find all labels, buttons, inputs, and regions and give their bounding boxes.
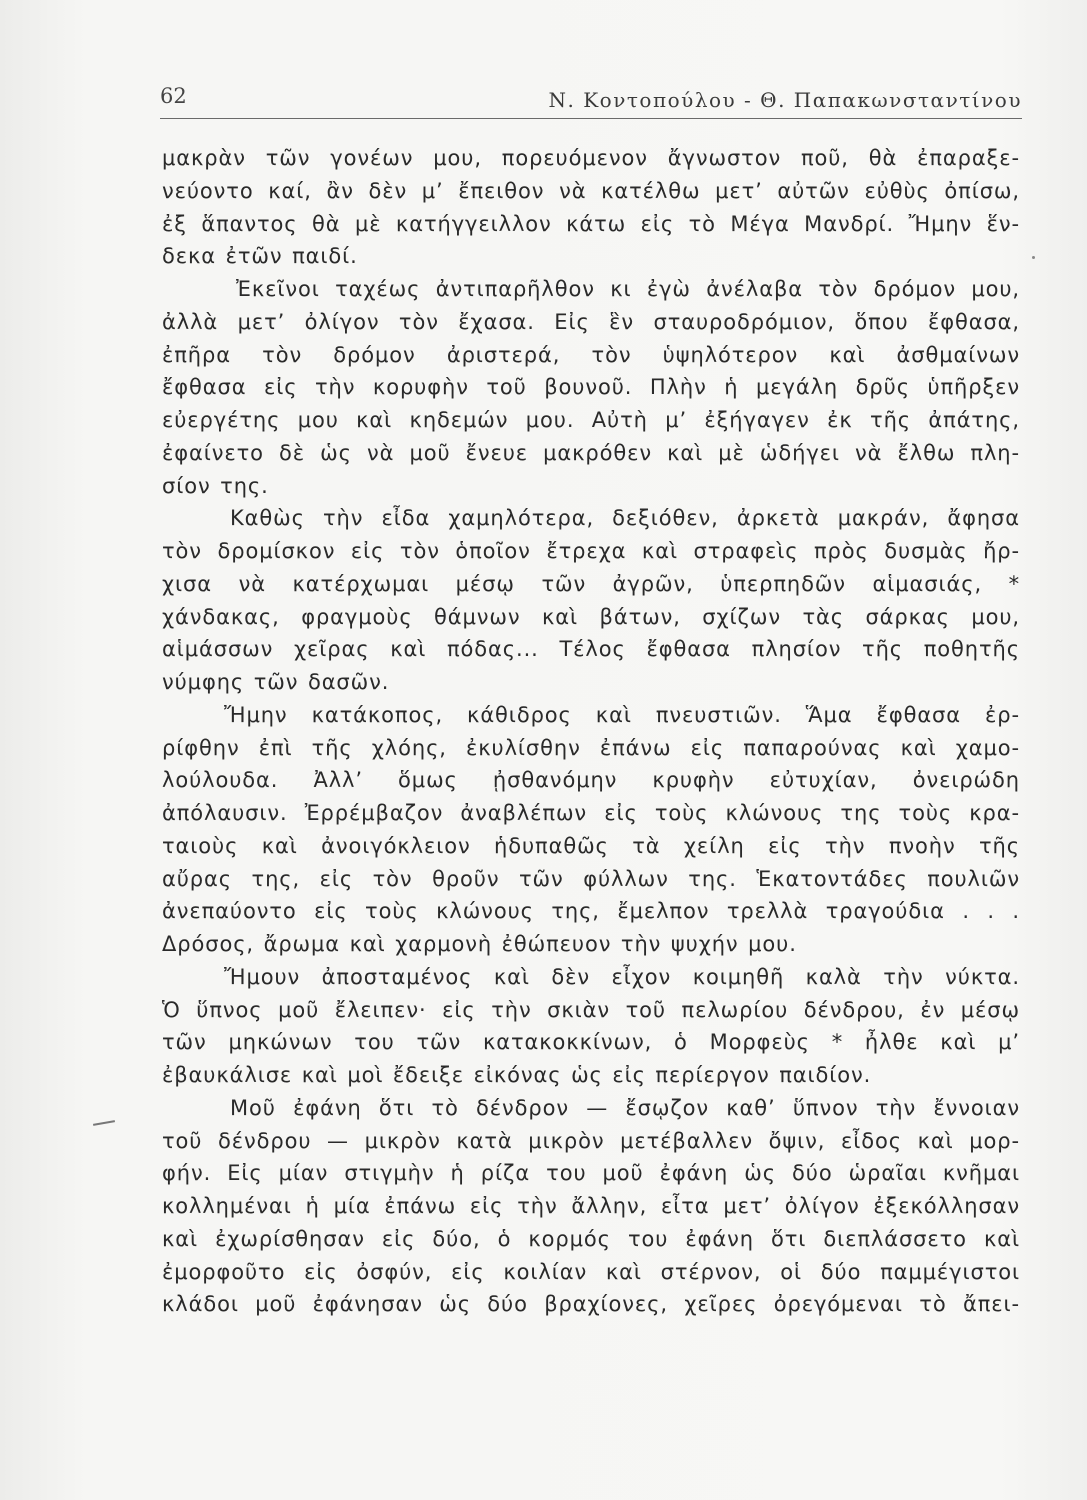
text-line: ρίφθην ἐπὶ τῆς χλόης, ἐκυλίσθην ἐπάνω εἰς παπαρούνας καὶ χαμο- <box>162 735 1020 760</box>
text-line: ἀλλὰ μετ’ ὀλίγον τὸν ἔχασα. Εἰς ἓν σταυροδρόμιον, ὅπου ἔφθασα, <box>162 309 1020 334</box>
text-line: Ἤμουν ἀποσταμένος καὶ δὲν εἶχον κοιμηθῆ καλὰ τὴν νύκτα. <box>224 964 1020 989</box>
text-line: ἀνεπαύοντο εἰς τοὺς κλώνους της, ἔμελπον τρελλὰ τραγούδια . . . <box>162 899 1020 924</box>
text-line: τοῦ δένδρου — μικρὸν κατὰ μικρὸν μετέβαλλεν ὄψιν, εἶδος καὶ μορ- <box>162 1128 1020 1153</box>
text-line: κλάδοι μοῦ ἐφάνησαν ὡς δύο βραχίονες, χεῖρες ὀρεγόμεναι τὸ ἄπει- <box>162 1292 1020 1317</box>
text-line: νεύοντο καί, ἂν δὲν μ’ ἔπειθον νὰ κατέλθω μετ’ αὐτῶν εὐθὺς ὀπίσω, <box>162 178 1020 203</box>
margin-dot <box>1032 256 1035 259</box>
text-line: κολλημέναι ἡ μία ἐπάνω εἰς τὴν ἄλλην, εἶτα μετ’ ὀλίγον ἐξεκόλλησαν <box>162 1194 1020 1218</box>
text-line: ἀπόλαυσιν. Ἐρρέμβαζον ἀναβλέπων εἰς τοὺς κλώνους της τοὺς κρα- <box>162 801 1020 825</box>
running-head: Ν. Κοντοπούλου - Θ. Παπακωνσταντίνου <box>548 88 1022 112</box>
margin-mark <box>93 1120 115 1126</box>
text-line: σίον της. <box>162 473 269 498</box>
text-line: δεκα ἐτῶν παιδί. <box>162 244 358 269</box>
text-line: ἐφαίνετο δὲ ὡς νὰ μοῦ ἔνευε μακρόθεν καὶ μὲ ὡδήγει νὰ ἔλθω πλη- <box>162 440 1020 465</box>
page-header <box>160 78 1022 119</box>
body-text <box>162 142 1020 1321</box>
text-line: λούλουδα. Ἀλλ’ ὅμως ᾐσθανόμην κρυφὴν εὐτυχίαν, ὀνειρώδη <box>162 768 1020 793</box>
text-line: Δρόσος, ἄρωμα καὶ χαρμονὴ ἐθώπευον τὴν ψυχήν μου. <box>162 932 797 956</box>
text-line: αἱμάσσων χεῖρας καὶ πόδας... Τέλος ἔφθασα πλησίον τῆς ποθητῆς <box>162 637 1020 662</box>
text-line: Μοῦ ἐφάνη ὅτι τὸ δένδρον — ἔσῳζον καθ’ ὕπνον τὴν ἔννοιαν <box>230 1095 1020 1120</box>
text-line: τὸν δρομίσκον εἰς τὸν ὁποῖον ἔτρεχα καὶ στραφεὶς πρὸς δυσμὰς ἤρ- <box>162 539 1020 563</box>
text-line: ἐξ ἅπαντος θὰ μὲ κατήγγειλλον κάτω εἰς τὸ Μέγα Μανδρί. Ἤμην ἕν- <box>162 211 1020 236</box>
text-line: ἐβαυκάλισε καὶ μοὶ ἔδειξε εἰκόνας ὡς εἰς περίεργον παιδίον. <box>162 1063 872 1087</box>
text-line: χάνδακας, φραγμοὺς θάμνων καὶ βάτων, σχίζων τὰς σάρκας μου, <box>162 604 1020 629</box>
text-line: ἐμορφοῦτο εἰς ὀσφύν, εἰς κοιλίαν καὶ στέρνον, οἱ δύο παμμέγιστοι <box>162 1259 1020 1284</box>
page-number: 62 <box>160 84 187 108</box>
text-line: εὐεργέτης μου καὶ κηδεμών μου. Αὐτὴ μ’ ἐξήγαγεν ἐκ τῆς ἀπάτης, <box>162 408 1020 432</box>
text-line: Ἤμην κατάκοπος, κάθιδρος καὶ πνευστιῶν. Ἅμα ἔφθασα ἐρ- <box>224 702 1020 727</box>
text-line: χισα νὰ κατέρχωμαι μέσῳ τῶν ἀγρῶν, ὑπερπηδῶν αἱμασιάς, * <box>162 571 1020 596</box>
text-line: ἔφθασα εἰς τὴν κορυφὴν τοῦ βουνοῦ. Πλὴν ἡ μεγάλη δρῦς ὑπῆρξεν <box>162 375 1020 400</box>
text-line: μακρὰν τῶν γονέων μου, πορευόμενον ἄγνωστον ποῦ, θὰ ἐπαραξε- <box>162 146 1020 170</box>
text-line: Ἐκεῖνοι ταχέως ἀντιπαρῆλθον κι ἐγὼ ἀνέλαβα τὸν δρόμον μου, <box>236 277 1020 301</box>
text-line: τῶν μηκώνων του τῶν κατακοκκίνων, ὁ Μορφεὺς * ἦλθε καὶ μ’ <box>162 1030 1020 1055</box>
text-line: ἐπῆρα τὸν δρόμον ἀριστερά, τὸν ὑψηλότερον καὶ ἀσθμαίνων <box>162 342 1020 367</box>
text-line: Ὁ ὕπνος μοῦ ἔλειπεν· εἰς τὴν σκιὰν τοῦ πελωρίου δένδρου, ἐν μέσῳ <box>162 997 1020 1022</box>
text-line: Καθὼς τὴν εἶδα χαμηλότερα, δεξιόθεν, ἀρκετὰ μακράν, ἄφησα <box>230 506 1020 531</box>
text-line: νύμφης τῶν δασῶν. <box>162 670 390 694</box>
text-line: καὶ ἐχωρίσθησαν εἰς δύο, ὁ κορμός του ἐφάνη ὅτι διεπλάσσετο καὶ <box>162 1226 1020 1251</box>
text-line: αὔρας της, εἰς τὸν θροῦν τῶν φύλλων της. Ἑκατοντάδες πουλιῶν <box>162 866 1020 891</box>
text-line: φήν. Εἰς μίαν στιγμὴν ἡ ρίζα του μοῦ ἐφάνη ὡς δύο ὡραῖαι κνῆμαι <box>162 1161 1020 1186</box>
text-line: ταιοὺς καὶ ἀνοιγόκλειον ἡδυπαθῶς τὰ χείλη εἰς τὴν πνοὴν τῆς <box>162 833 1020 858</box>
